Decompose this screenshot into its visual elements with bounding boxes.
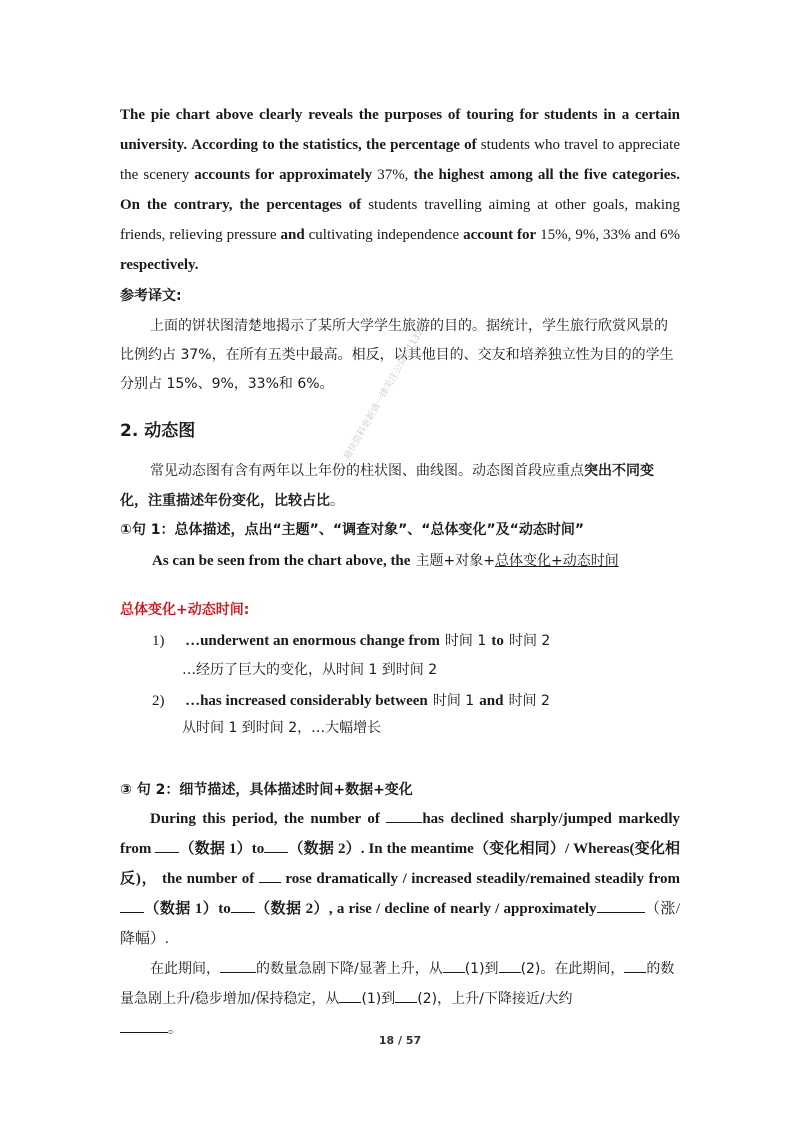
blank-line — [386, 808, 422, 823]
step3-heading: ③ 句 2：细节描述，具体描述时间+数据+变化 — [120, 782, 413, 798]
intro-paragraph: The pie chart above clearly reveals the purposes of touring for students in a certain university. According to the statistics, the percentage of students who travel to appreciate the scenery accounts for approximately 37%, the highest among all the five categories. On the contrary, the percentages of students travelling aiming at other goals, making friends, relieving pressure and cultivating independence account for 15%, 9%, 33% and 6% respectively. — [120, 107, 681, 273]
blank-line — [443, 958, 465, 973]
translation-heading: 参考译文: — [120, 288, 182, 304]
blank-line — [220, 958, 256, 973]
translation-body: 上面的饼状图清楚地揭示了某所大学学生旅游的目的。据统计，学生旅行欣赏风景的比例约占 37%，在所有五类中最高。相反，以其他目的、交友和培养独立性为目的的学生分别占 15%、9%，33%和 6%。 — [120, 318, 674, 392]
detail-paragraph-en: During this period, the number of has declined sharply/jumped markedly from （数据 1）to （数据 2）. In the meantime（变化相同）/ Whereas(变化相反)， the number of rose dramatically / increased steadily/remained steadily from（数据 1）to （数据 2）, a rise / decline of nearly / approximately （涨/降幅）. — [120, 804, 680, 954]
blank-line — [264, 838, 288, 853]
list-item: 2) …has increased considerably between 时间 1 and 时间 2 — [152, 693, 550, 709]
blank-line — [624, 958, 646, 973]
section-intro: 常见动态图有含有两年以上年份的柱状图、曲线图。动态图首段应重点突出不同变化，注重描述年份变化，比较占比。 — [120, 463, 654, 509]
blank-line — [395, 988, 417, 1003]
blank-line — [120, 898, 144, 913]
blank-line — [499, 958, 521, 973]
blank-line — [597, 898, 645, 913]
section-title: 2. 动态图 — [120, 421, 196, 441]
overall-change-heading: 总体变化+动态时间: — [120, 602, 250, 618]
blank-line — [155, 838, 179, 853]
page-number: 18 / 57 — [378, 1034, 422, 1047]
blank-line — [120, 1018, 168, 1033]
blank-line — [259, 868, 281, 883]
step1-template: As can be seen from the chart above, the 主题+对象+总体变化+动态时间 — [152, 553, 619, 569]
blank-line — [231, 898, 255, 913]
step1-heading: ①句 1：总体描述，点出“主题”、“调查对象”、“总体变化”及“动态时间” — [120, 522, 585, 538]
blank-line — [339, 988, 361, 1003]
list-item-translation: 从时间 1 到时间 2，…大幅增长 — [182, 720, 382, 736]
detail-paragraph-zh: 在此期间， 的数量急剧下降/显著上升，从 (1)到 (2)。在此期间， 的数量急剧上升/稳步增加/保持稳定，从 (1)到 (2)，上升/下降接近/大约 。 — [120, 954, 680, 1044]
list-item: 1) …underwent an enormous change from 时间 1 to 时间 2 — [152, 633, 551, 649]
watermark: 最快资料更新请一律关注公众号11321 — [342, 322, 429, 462]
list-item-translation: …经历了巨大的变化，从时间 1 到时间 2 — [182, 662, 438, 678]
